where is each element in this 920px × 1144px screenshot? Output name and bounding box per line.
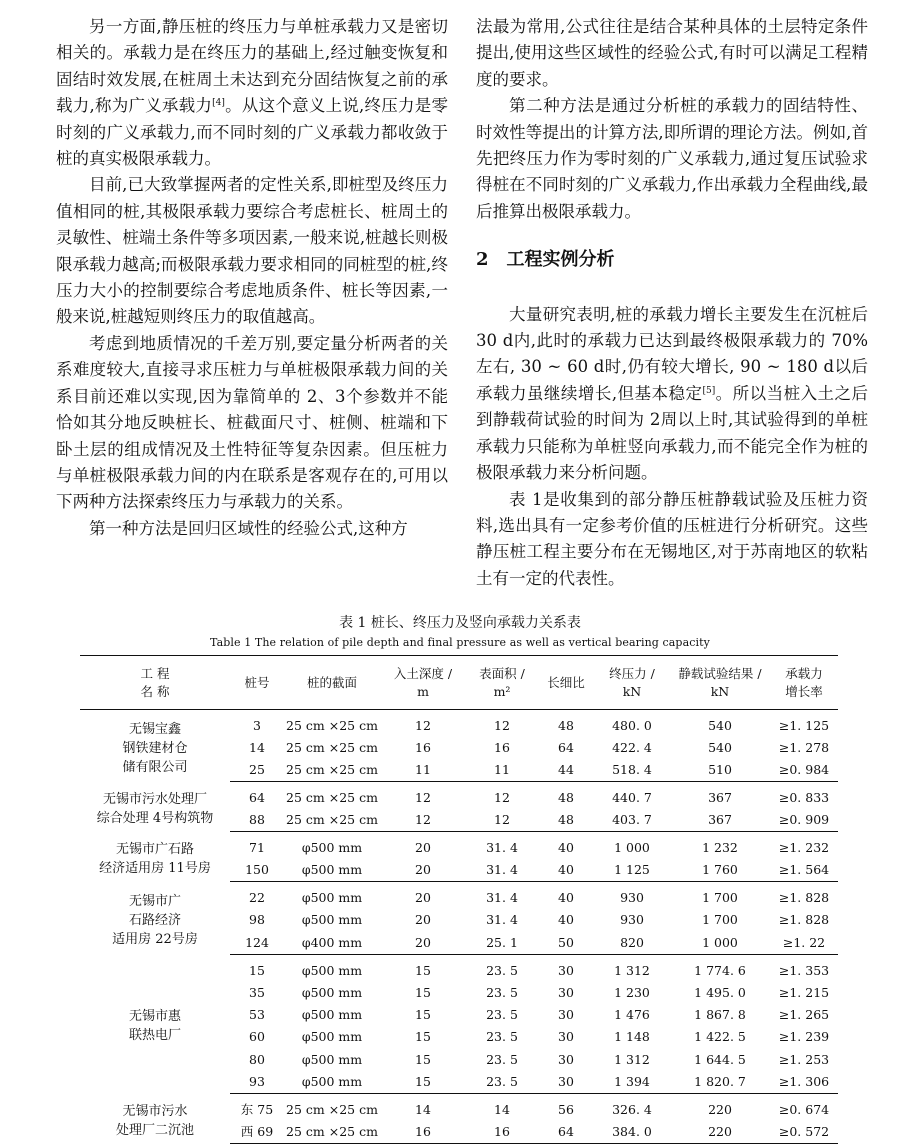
cell-depth: 15 xyxy=(380,1071,466,1094)
cell-area: 12 xyxy=(494,718,510,733)
cell-area: 25. 1 xyxy=(466,932,538,955)
cell-area: 31. 4 xyxy=(486,840,518,856)
cell-pile-no: 西 69 xyxy=(230,1121,284,1144)
cell-ratio: 40 xyxy=(538,859,594,882)
cell-pile-no: 14 xyxy=(249,740,265,756)
cell-pressure: 820 xyxy=(594,932,670,955)
cell-area: 23. 5 xyxy=(486,1007,518,1023)
cell-section: 25 cm ×25 cm xyxy=(286,740,378,756)
header-site: 工 程 名 称 xyxy=(80,656,230,710)
cell-pressure: 1 476 xyxy=(614,1007,650,1023)
cell-section: 25 cm ×25 cm xyxy=(286,790,378,806)
cell-load-test: 1 700 xyxy=(702,890,738,906)
cell-pressure: 422. 4 xyxy=(612,740,652,756)
cell-pile-no: 60 xyxy=(249,1029,265,1045)
cell-depth: 11 xyxy=(380,759,466,782)
cell-load-test: 540 xyxy=(708,718,732,733)
cell-area: 23. 5 xyxy=(486,984,518,1000)
cell-section: φ500 mm xyxy=(301,962,363,978)
cell-ratio: 48 xyxy=(538,809,594,832)
cell-growth: ≥1. 828 xyxy=(778,912,830,928)
cell-load-test: 1 867. 8 xyxy=(694,1007,746,1023)
cell-depth: 20 xyxy=(415,840,431,856)
cell-pressure: 1 312 xyxy=(614,962,650,978)
cell-ratio: 48 xyxy=(558,718,574,733)
cell-load-test: 510 xyxy=(670,759,770,782)
section-title: 工程实例分析 xyxy=(506,249,615,271)
cell-pressure: 1 312 xyxy=(614,1051,650,1067)
cell-site: 无锡市惠 联热电厂 xyxy=(128,1009,181,1044)
cell-section: φ500 mm xyxy=(284,1071,380,1094)
cell-pressure: 1 000 xyxy=(614,840,650,856)
paragraph-research-results: 大量研究表明,桩的承载力增长主要发生在沉桩后 30 d内,此时的承载力已达到最终极限承载力的 70%左右, 30 ~ 60 d时,仍有较大增长, 90 ~ 180 d以后承载力虽继续增长,但基本稳定[5]。所以当桩入土之后到静载荷试验的时间为 2周以上时,其试验得到的单桩承载力只能称为单桩竖向承载力,而不能完全作为桩的极限承载力来分析问题。 xyxy=(476,304,869,483)
cell-site: 无锡市广 石路经济 适用房 22号房 xyxy=(112,893,198,947)
paragraph-method-one-continued: 法最为常用,公式往往是结合某种具体的土层特定条件提出,使用这些区域性的经验公式,有时可以满足工程精度的要求。 xyxy=(476,17,868,89)
cell-area: 23. 5 xyxy=(486,1029,518,1045)
cell-section: φ500 mm xyxy=(301,840,363,856)
cell-load-test: 1 644. 5 xyxy=(694,1051,746,1067)
cell-load-test: 1 000 xyxy=(670,932,770,955)
cell-pile-no: 25 xyxy=(230,759,284,782)
cell-ratio: 30 xyxy=(558,984,574,1000)
cell-pressure: 384. 0 xyxy=(594,1121,670,1144)
cell-growth: ≥1. 353 xyxy=(778,962,830,978)
cell-section: 25 cm ×25 cm xyxy=(284,759,380,782)
cell-load-test: 1 422. 5 xyxy=(694,1029,746,1045)
cell-depth: 16 xyxy=(415,740,431,756)
header-load-test: 静载试验结果 / kN xyxy=(670,656,770,710)
cell-pressure: 930 xyxy=(620,890,644,906)
cell-pressure: 440. 7 xyxy=(612,790,652,806)
section-heading xyxy=(476,247,868,273)
cell-site: 无锡宝鑫 钢铁建材仓 储有限公司 xyxy=(122,721,188,775)
cell-growth: ≥1. 215 xyxy=(778,984,830,1000)
cell-section: 25 cm ×25 cm xyxy=(286,1101,378,1117)
cell-section: φ500 mm xyxy=(284,859,380,882)
cell-depth: 16 xyxy=(380,1121,466,1144)
cell-growth: ≥1. 278 xyxy=(778,740,830,756)
paragraph-method-two: 第二种方法是通过分析桩的承载力的固结特性、时效性等提出的计算方法,即所谓的理论方法。例如,首先把终压力作为零时刻的广义承载力,通过复压试验求得桩在不同时刻的广义承载力,作出承载力全程曲线,最后推算出极限承载力。 xyxy=(476,96,868,221)
cell-load-test: 1 774. 6 xyxy=(694,962,746,978)
cell-pile-no: 124 xyxy=(230,932,284,955)
cell-growth: ≥0. 984 xyxy=(770,759,838,782)
cell-area: 12 xyxy=(466,809,538,832)
table-row xyxy=(80,954,838,982)
cell-area: 23. 5 xyxy=(486,962,518,978)
cell-section: φ500 mm xyxy=(301,1051,363,1067)
cell-ratio: 30 xyxy=(538,1071,594,1094)
cell-pile-no: 88 xyxy=(230,809,284,832)
cell-pile-no: 35 xyxy=(249,984,265,1000)
header-ratio: 长细比 xyxy=(538,656,594,710)
table-row xyxy=(80,1093,838,1121)
cell-growth: ≥1. 828 xyxy=(778,890,830,906)
cell-area: 31. 4 xyxy=(486,912,518,928)
pile-data-table xyxy=(80,655,838,1144)
cell-pile-no: 53 xyxy=(249,1007,265,1023)
cell-depth: 20 xyxy=(380,859,466,882)
cell-section: φ500 mm xyxy=(301,984,363,1000)
cell-area: 11 xyxy=(466,759,538,782)
cell-pile-no: 15 xyxy=(249,962,265,978)
cell-load-test: 1 232 xyxy=(702,840,738,856)
cell-area: 31. 4 xyxy=(466,859,538,882)
cell-growth: ≥1. 564 xyxy=(770,859,838,882)
cell-site: 无锡市广石路 经济适用房 11号房 xyxy=(99,842,211,877)
cell-ratio: 40 xyxy=(558,890,574,906)
cell-section: φ400 mm xyxy=(284,932,380,955)
cell-ratio: 30 xyxy=(558,1051,574,1067)
cell-depth: 15 xyxy=(415,1007,431,1023)
cell-pile-no: 93 xyxy=(230,1071,284,1094)
right-column xyxy=(476,14,868,592)
cell-ratio: 30 xyxy=(558,1029,574,1045)
cell-load-test: 220 xyxy=(670,1121,770,1144)
cell-ratio: 50 xyxy=(538,932,594,955)
cell-pressure: 1 125 xyxy=(594,859,670,882)
cell-growth: ≥1. 306 xyxy=(770,1071,838,1094)
cell-ratio: 30 xyxy=(558,962,574,978)
cell-ratio: 40 xyxy=(558,912,574,928)
cell-growth: ≥1. 253 xyxy=(778,1051,830,1067)
cell-pressure: 1 394 xyxy=(594,1071,670,1094)
cell-pile-no: 22 xyxy=(249,890,265,906)
cell-ratio: 56 xyxy=(558,1101,574,1117)
cell-ratio: 48 xyxy=(558,790,574,806)
cell-load-test: 1 820. 7 xyxy=(670,1071,770,1094)
cell-section: 25 cm ×25 cm xyxy=(284,1121,380,1144)
cell-load-test: 1 760 xyxy=(670,859,770,882)
cell-section: φ500 mm xyxy=(301,912,363,928)
cell-ratio: 64 xyxy=(558,740,574,756)
header-depth: 入土深度 / m xyxy=(380,656,466,710)
cell-depth: 20 xyxy=(415,912,431,928)
cell-section: φ500 mm xyxy=(301,1029,363,1045)
citation-ref: [5] xyxy=(702,385,716,396)
cell-growth: ≥1. 239 xyxy=(778,1029,830,1045)
cell-ratio: 44 xyxy=(538,759,594,782)
cell-area: 12 xyxy=(494,790,510,806)
cell-depth: 14 xyxy=(415,1101,431,1117)
cell-pressure: 518. 4 xyxy=(594,759,670,782)
cell-load-test: 367 xyxy=(670,809,770,832)
cell-depth: 20 xyxy=(380,932,466,955)
cell-growth: ≥1. 265 xyxy=(778,1007,830,1023)
cell-depth: 20 xyxy=(415,890,431,906)
cell-depth: 12 xyxy=(380,809,466,832)
cell-section: φ500 mm xyxy=(301,1007,363,1023)
cell-area: 16 xyxy=(466,1121,538,1144)
cell-growth: ≥0. 572 xyxy=(770,1121,838,1144)
cell-pressure: 1 230 xyxy=(614,984,650,1000)
cell-pressure: 1 148 xyxy=(614,1029,650,1045)
table-row xyxy=(80,782,838,810)
header-area: 表面积 / m² xyxy=(466,656,538,710)
table-row xyxy=(80,710,838,738)
cell-section: 25 cm ×25 cm xyxy=(284,809,380,832)
cell-section: 25 cm ×25 cm xyxy=(286,718,378,733)
cell-site: 无锡市污水 处理厂二沉池 xyxy=(115,1103,194,1138)
cell-depth: 15 xyxy=(415,1051,431,1067)
cell-area: 31. 4 xyxy=(486,890,518,906)
cell-depth: 15 xyxy=(415,962,431,978)
paragraph-table-intro: 表 1是收集到的部分静压桩静载试验及压桩力资料,选出具有一定参考价值的压桩进行分析研究。这些静压桩工程主要分布在无锡地区,对于苏南地区的软粘土有一定的代表性。 xyxy=(476,489,868,588)
header-growth: 承载力 增长率 xyxy=(770,656,838,710)
cell-pressure: 930 xyxy=(620,912,644,928)
cell-pile-no: 东 75 xyxy=(240,1101,274,1117)
table-row xyxy=(80,832,838,860)
cell-area: 16 xyxy=(494,740,510,756)
table-header-row xyxy=(80,656,838,710)
cell-load-test: 220 xyxy=(708,1101,732,1117)
cell-site: 无锡市污水处理厂 综合处理 4号构筑物 xyxy=(96,792,214,827)
citation-ref: [4] xyxy=(212,98,225,109)
header-pile-no: 桩号 xyxy=(230,656,284,710)
cell-pile-no: 64 xyxy=(249,790,265,806)
cell-ratio: 64 xyxy=(538,1121,594,1144)
table-body xyxy=(80,710,838,1144)
cell-depth: 12 xyxy=(415,718,431,733)
cell-pile-no: 98 xyxy=(249,912,265,928)
cell-ratio: 30 xyxy=(558,1007,574,1023)
cell-ratio: 40 xyxy=(558,840,574,856)
paragraph-quantitative-difficulty: 考虑到地质情况的千差万别,要定量分析两者的关系难度较大,直接寻求压桩力与单桩极限承载力间的关系目前还难以实现,因为靠简单的 2、3个参数并不能恰如其分地反映桩长、桩截面尺寸、桩侧、桩端和下卧土层的组成情况及土性特征等复杂因素。但压桩力与单桩极限承载力间的内在联系是客观存在的,可用以下两种方法探索终压力与承载力的关系。 xyxy=(56,333,448,512)
cell-growth: ≥0. 674 xyxy=(778,1101,830,1117)
cell-growth: ≥1. 232 xyxy=(778,840,830,856)
header-pressure: 终压力 / kN xyxy=(594,656,670,710)
cell-area: 14 xyxy=(494,1101,510,1117)
cell-section: φ500 mm xyxy=(301,890,363,906)
cell-growth: ≥0. 833 xyxy=(778,790,830,806)
cell-growth: ≥1. 125 xyxy=(778,718,830,733)
cell-growth: ≥0. 909 xyxy=(770,809,838,832)
header-section: 桩的截面 xyxy=(284,656,380,710)
cell-pressure: 480. 0 xyxy=(612,718,652,733)
paragraph-method-one: 第一种方法是回归区域性的经验公式,这种方 xyxy=(89,518,408,538)
cell-pile-no: 80 xyxy=(249,1051,265,1067)
cell-pressure: 326. 4 xyxy=(612,1101,652,1117)
table-caption-chinese: 表 1 桩长、终压力及竖向承载力关系表 xyxy=(339,615,581,631)
cell-depth: 15 xyxy=(415,1029,431,1045)
paragraph-generalized-capacity: 另一方面,静压桩的终压力与单桩承载力又是密切相关的。承载力是在终压力的基础上,经过触变恢复和固结时效发展,在桩周土未达到充分固结恢复之前的承载力,称为广义承载力[4]。从这个意义上说,终压力是零时刻的广义承载力,而不同时刻的广义承载力都收敛于桩的真实极限承载力。 xyxy=(56,17,449,169)
cell-pressure: 403. 7 xyxy=(594,809,670,832)
cell-load-test: 540 xyxy=(708,740,732,756)
cell-area: 23. 5 xyxy=(466,1071,538,1094)
cell-load-test: 1 495. 0 xyxy=(694,984,746,1000)
left-column xyxy=(56,14,448,542)
table-caption-english: Table 1 The relation of pile depth and final pressure as well as vertical bearing capacity xyxy=(210,636,710,649)
cell-pile-no: 71 xyxy=(249,840,265,856)
cell-load-test: 1 700 xyxy=(702,912,738,928)
cell-depth: 15 xyxy=(415,984,431,1000)
cell-depth: 12 xyxy=(415,790,431,806)
cell-pile-no: 150 xyxy=(230,859,284,882)
section-number: 2 xyxy=(476,249,489,271)
table-row xyxy=(80,882,838,910)
cell-pile-no: 3 xyxy=(253,718,261,733)
cell-load-test: 367 xyxy=(708,790,732,806)
cell-area: 23. 5 xyxy=(486,1051,518,1067)
cell-growth: ≥1. 22 xyxy=(770,932,838,955)
paragraph-qualitative-relation: 目前,已大致掌握两者的定性关系,即桩型及终压力值相同的桩,其极限承载力要综合考虑桩长、桩周土的灵敏性、桩端土条件等多项因素,一般来说,桩越长则极限承载力越高;而极限承载力要求相同的同桩型的桩,终压力大小的控制要综合考虑地质条件、桩长等因素,一般来说,桩越短则终压力的取值越高。 xyxy=(56,175,448,327)
